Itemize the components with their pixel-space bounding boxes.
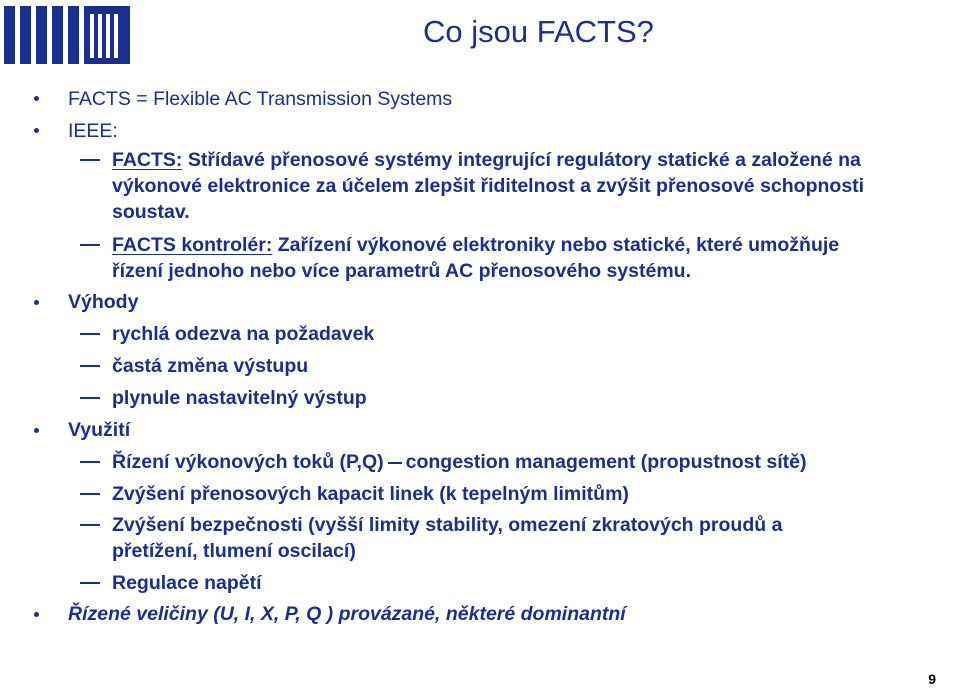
bullet-dot <box>34 128 39 133</box>
rizene-veliciny: Řízené veličiny (U, I, X, P, Q ) provázané, některé dominantní <box>68 603 626 625</box>
dash-marker <box>80 582 100 584</box>
facts-label: FACTS: <box>112 149 183 171</box>
bullet-dot <box>34 300 39 305</box>
vyuziti-item-2: Zvýšení přenosových kapacit linek (k tepelným limitům) <box>112 483 629 505</box>
inline-dash <box>388 462 402 464</box>
vyhody-heading: Výhody <box>68 291 139 313</box>
vyuziti-item-1-b: congestion management (propustnost sítě) <box>405 451 807 473</box>
facts-ieee-line-1 <box>112 147 861 173</box>
slide-title: Co jsou FACTS? <box>423 14 654 49</box>
dash-marker <box>80 365 100 367</box>
vyuziti-item-3-line-1: Zvýšení bezpečnosti (vyšší limity stability, omezení zkratových proudů a <box>112 514 783 536</box>
bullet-dot <box>34 612 39 617</box>
vyuziti-item-1 <box>112 449 807 475</box>
vyhody-item-2: častá změna výstupu <box>112 355 309 377</box>
controller-text-1: Zařízení výkonové elektroniky nebo statické, které umožňuje <box>272 234 840 256</box>
controller-line-2: řízení jednoho nebo více parametrů AC přenosového systému. <box>112 260 691 282</box>
vyuziti-heading: Využití <box>68 419 131 441</box>
dash-marker <box>80 461 100 463</box>
dash-marker <box>80 397 100 399</box>
facts-text-1: Střídavé přenosové systémy integrující regulátory statické a založené na <box>182 149 861 171</box>
facts-definition: FACTS = Flexible AC Transmission Systems <box>68 88 453 110</box>
vyuziti-item-3-line-2: přetížení, tlumení oscilací) <box>112 540 356 562</box>
bullet-dot <box>34 428 39 433</box>
vyhody-item-1: rychlá odezva na požadavek <box>112 323 375 345</box>
dash-marker <box>80 524 100 526</box>
facts-ieee-line-2: výkonové elektronice za účelem zlepšit řiditelnost a zvýšit přenosové schopnosti <box>112 175 865 197</box>
dash-marker <box>80 159 100 161</box>
vyuziti-item-1-a: Řízení výkonových toků (P,Q) <box>112 451 384 473</box>
facts-ieee-line-3: soustav. <box>112 201 190 223</box>
vyuziti-item-4: Regulace napětí <box>112 572 262 594</box>
dash-marker <box>80 333 100 335</box>
university-logo <box>4 6 130 64</box>
dash-marker <box>80 493 100 495</box>
ieee-label: IEEE: <box>68 120 118 142</box>
controller-line-1 <box>112 232 839 258</box>
bullet-dot <box>34 96 39 101</box>
page-number: 9 <box>928 671 936 687</box>
controller-label: FACTS kontrolér: <box>112 234 273 256</box>
vyhody-item-3: plynule nastavitelný výstup <box>112 387 367 409</box>
dash-marker <box>80 244 100 246</box>
